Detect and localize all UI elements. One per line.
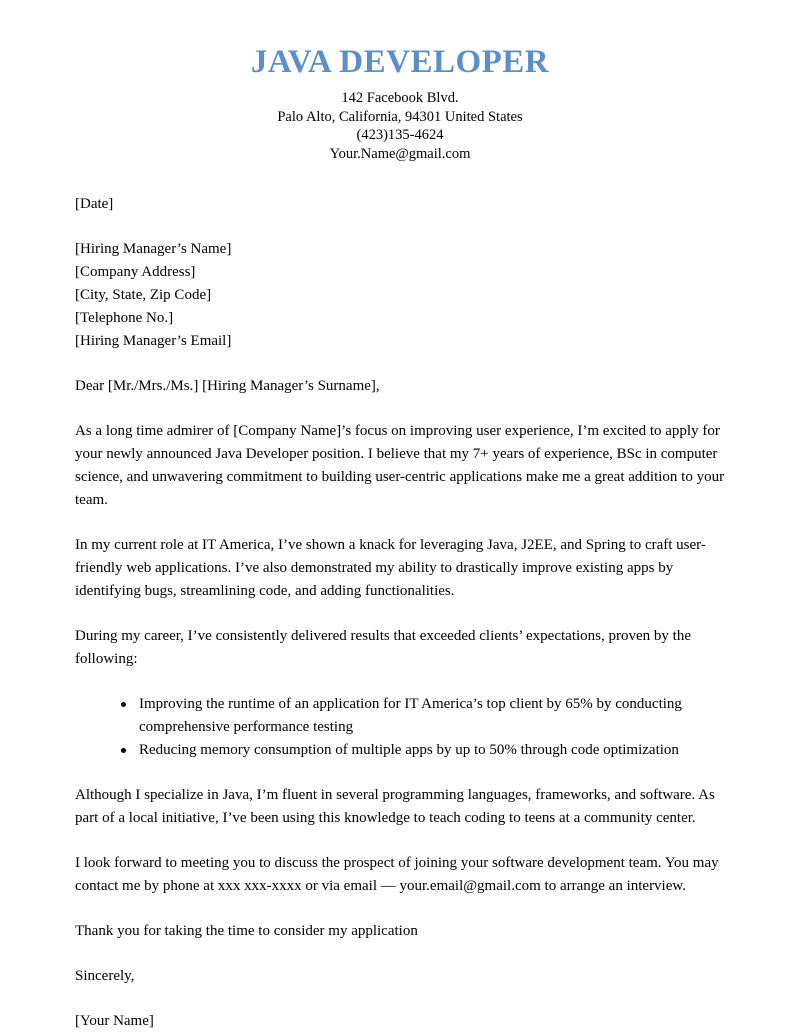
signature-placeholder: [Your Name] — [75, 1013, 154, 1029]
list-item: Improving the runtime of an application for IT America’s top client by 65% by conducting comprehensive performance testing — [121, 693, 725, 739]
recipient-telephone: [Telephone No.] — [75, 310, 174, 326]
recipient-name: [Hiring Manager’s Name] — [75, 241, 232, 257]
letter-body — [75, 163, 725, 1033]
recipient-email: [Hiring Manager’s Email] — [75, 333, 232, 349]
body-paragraph-current-role: In my current role at IT America, I’ve shown a knack for leveraging Java, J2EE, and Spring to craft user-friendly web applications. I’ve also demonstrated my ability to drastically improve existing apps by identifying bugs, streamlining code, and adding functionalities. — [75, 537, 706, 599]
contact-email: Your.Name@gmail.com — [329, 145, 471, 162]
page-title: JAVA DEVELOPER — [250, 44, 550, 80]
letterhead — [0, 0, 800, 163]
body-paragraph-skills: Although I specialize in Java, I’m fluent in several programming languages, frameworks, and software. As part of a local initiative, I’ve been using this knowledge to teach coding to teens at a community center. — [75, 787, 715, 826]
contact-phone: (423)135-4624 — [356, 127, 444, 143]
contact-city-state-zip: Palo Alto, California, 94301 United States — [277, 108, 523, 125]
body-paragraph-call-to-action: I look forward to meeting you to discuss the prospect of joining your software development team. You may contact me by phone at xxx xxx-xxxx or via email — your.email@gmail.com to arrange an interview. — [75, 855, 719, 894]
body-paragraph-intro: As a long time admirer of [Company Name]’s focus on improving user experience, I’m excited to apply for your newly announced Java Developer position. I believe that my 7+ years of experience, BSc in computer science, and unwavering commitment to building user-centric applications make me a great addition to your team. — [75, 423, 725, 508]
recipient-city-state-zip: [City, State, Zip Code] — [75, 287, 212, 303]
list-item: Reducing memory consumption of multiple apps by up to 50% through code optimization — [121, 739, 725, 762]
contact-street: 142 Facebook Blvd. — [341, 90, 459, 106]
recipient-company-address: [Company Address] — [75, 264, 196, 280]
salutation: Dear [Mr./Mrs./Ms.] [Hiring Manager’s Surname], — [75, 378, 380, 394]
date-field — [75, 193, 725, 216]
sign-off-line: Sincerely, — [75, 968, 135, 984]
achievement-list — [75, 693, 725, 762]
date-placeholder: [Date] — [75, 196, 114, 212]
body-paragraph-results-lead-in: During my career, I’ve consistently delivered results that exceeded clients’ expectations, proven by the following: — [75, 628, 691, 667]
contact-block — [0, 89, 800, 163]
recipient-address-block — [75, 238, 725, 353]
thank-you-line: Thank you for taking the time to consider my application — [75, 923, 418, 939]
